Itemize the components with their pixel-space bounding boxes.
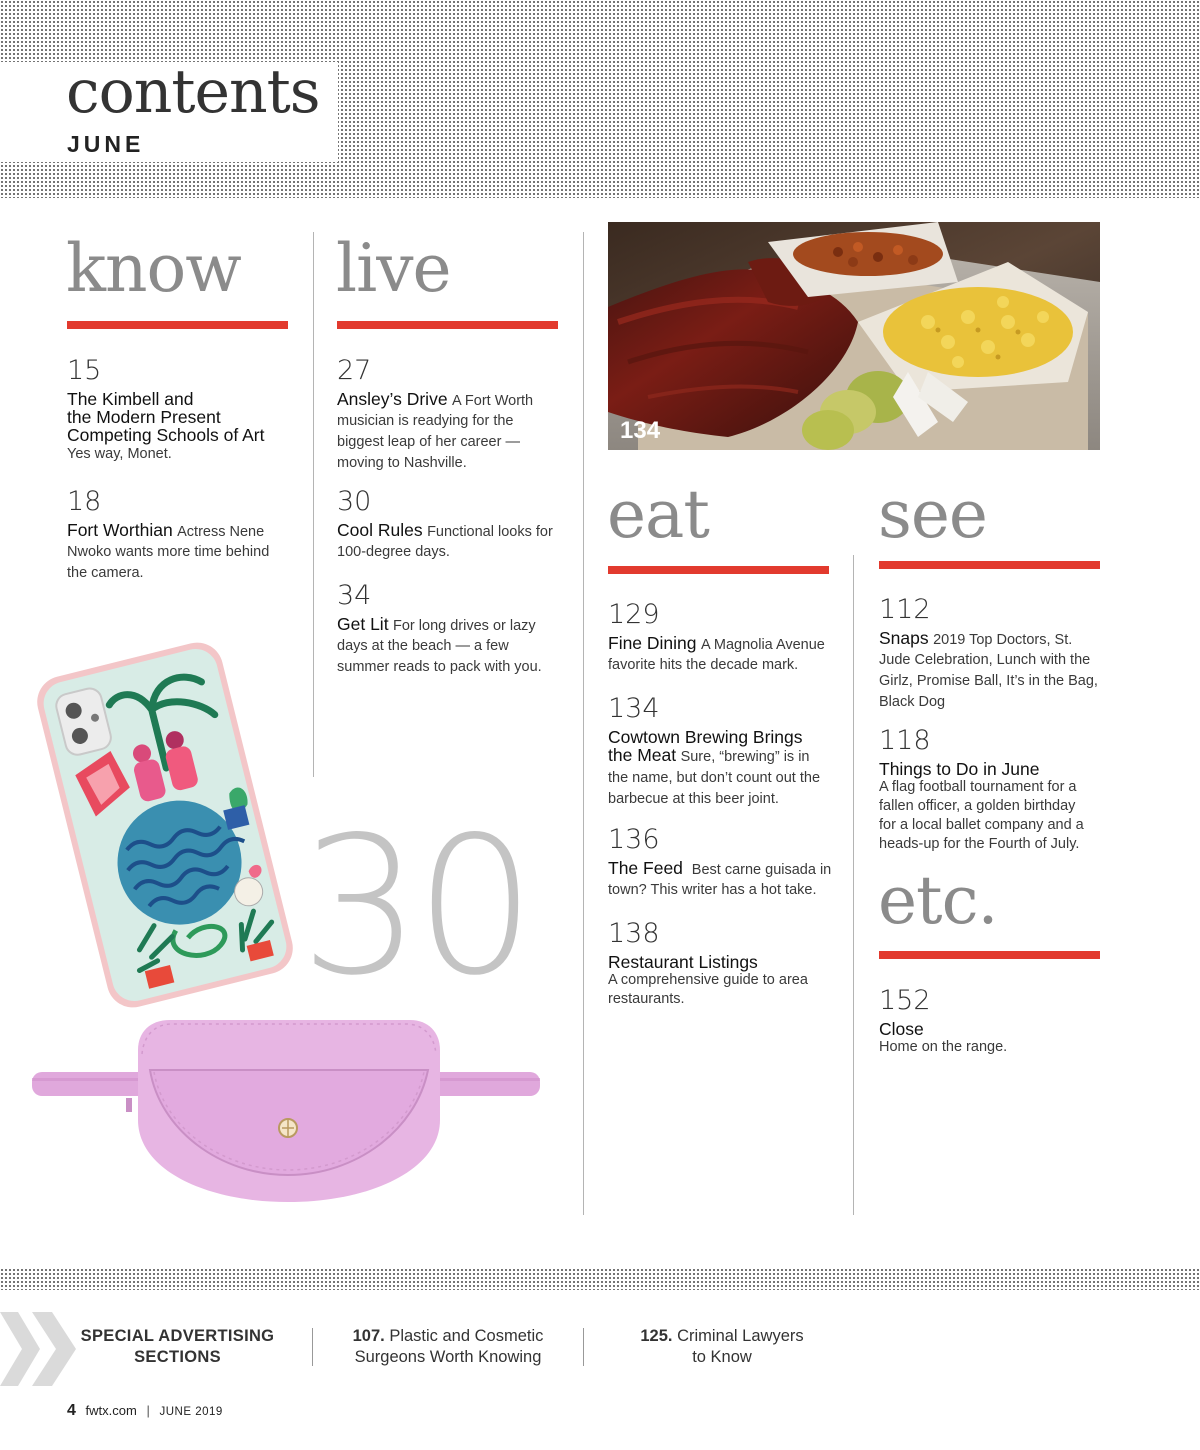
page-number: 112 <box>879 594 931 625</box>
advertising-title-line: Criminal Lawyers <box>677 1327 804 1345</box>
entry-title: Fine Dining <box>608 632 697 653</box>
advertising-item[interactable] <box>338 1326 558 1367</box>
advertising-item[interactable] <box>612 1326 832 1367</box>
toc-entry[interactable] <box>879 986 1094 1057</box>
footer-separator: | <box>146 1403 150 1418</box>
toc-entry[interactable] <box>67 487 292 584</box>
advertising-page: 107. <box>352 1327 385 1345</box>
double-chevron-icon <box>0 1312 80 1386</box>
toc-entry[interactable] <box>879 726 1094 853</box>
entry-title: Cool Rules <box>337 519 423 540</box>
entry-description: Yes way, Monet. <box>67 445 172 462</box>
page-number: 34 <box>337 580 372 611</box>
belt-bag-illustration <box>30 1010 545 1210</box>
barbecue-photo[interactable] <box>608 222 1100 450</box>
entry-title: Fort Worthian <box>67 519 173 540</box>
advertising-title-line: Surgeons Worth Knowing <box>354 1347 542 1366</box>
page-number: 134 <box>608 693 660 724</box>
toc-entry[interactable] <box>608 919 833 1009</box>
entry-description: A flag football tournament for a fallen officer, a golden birthday for a local ballet company and a heads-up for the Fourth of July. <box>879 779 1084 852</box>
entry-title: Get Lit <box>337 613 389 634</box>
bottom-halftone-strip <box>0 1268 1200 1290</box>
entry-description: A Magnolia Avenue favorite hits the decade mark. <box>608 636 825 674</box>
page-title: contents <box>66 57 320 127</box>
column-divider-1 <box>313 232 314 777</box>
section-heading-live: live <box>336 230 451 307</box>
special-advertising-label <box>70 1326 285 1367</box>
page-number: 27 <box>337 355 372 386</box>
photo-page-label: 134 <box>620 417 661 444</box>
entry-title-line: Cowtown Brewing Brings <box>608 726 803 747</box>
entry-title: Snaps <box>879 627 929 648</box>
feature-page-number: 30 <box>300 796 530 1017</box>
entry-title: Close <box>879 1018 924 1039</box>
section-heading-eat: eat <box>607 476 709 553</box>
section-heading-know: know <box>66 230 241 307</box>
toc-entry[interactable] <box>67 356 292 464</box>
toc-entry[interactable] <box>879 595 1101 713</box>
advertising-page: 125. <box>640 1327 673 1345</box>
phone-case-image[interactable] <box>30 640 300 1010</box>
entry-description: 2019 Top Doctors, St. Jude Celebration, Lunch with the Girlz, Promise Ball, It’s in the Bag, Black Dog <box>879 631 1098 711</box>
toc-entry[interactable] <box>337 487 562 563</box>
entry-title-line: the Meat <box>608 745 677 766</box>
advertising-title-line: to Know <box>692 1347 752 1366</box>
toc-entry[interactable] <box>608 600 833 676</box>
footer-page-number: 4 <box>67 1402 76 1419</box>
toc-entry[interactable] <box>608 694 833 809</box>
page-number: 129 <box>608 599 660 630</box>
page-number: 18 <box>67 486 102 517</box>
entry-title-line: Competing Schools of Art <box>67 425 265 446</box>
advertising-label-line: SECTIONS <box>134 1347 221 1366</box>
entry-description: Actress Nene Nwoko wants more time behind the camera. <box>67 523 270 582</box>
section-heading-etc: etc. <box>878 862 998 939</box>
page-number: 136 <box>608 824 660 855</box>
footer-site[interactable]: fwtx.com <box>85 1403 137 1418</box>
page-number: 30 <box>337 486 372 517</box>
entry-description: A comprehensive guide to area restaurants. <box>608 972 808 1007</box>
toc-entry[interactable] <box>608 825 833 901</box>
entry-title: The Feed <box>608 857 683 878</box>
entry-title-line: The Kimbell and <box>67 388 194 409</box>
belt-bag-image[interactable] <box>30 1010 545 1210</box>
toc-entry[interactable] <box>337 581 552 678</box>
red-bar-etc <box>879 951 1100 959</box>
entry-description: Functional looks for 100-degree days. <box>337 523 553 561</box>
red-bar-see <box>879 561 1100 569</box>
column-divider-3 <box>853 555 854 1215</box>
page-number: 152 <box>879 985 931 1016</box>
section-heading-see: see <box>878 476 987 553</box>
advertising-divider <box>312 1328 313 1366</box>
entry-description: Home on the range. <box>879 1039 1008 1056</box>
advertising-label-line: SPECIAL ADVERTISING <box>80 1327 275 1345</box>
issue-month: JUNE <box>67 131 145 157</box>
red-bar-know <box>67 321 288 329</box>
entry-description: A Fort Worth musician is readying for the biggest leap of her career — moving to Nashville. <box>337 392 534 472</box>
toc-entry[interactable] <box>337 356 562 474</box>
barbecue-photo-illustration <box>608 222 1100 450</box>
footer-issue: JUNE 2019 <box>159 1406 223 1418</box>
advertising-divider <box>583 1328 584 1366</box>
entry-title-line: the Modern Present <box>67 407 221 428</box>
entry-description: Best carne guisada in town? This writer has a hot take. <box>608 861 832 899</box>
column-divider-2 <box>583 232 584 1215</box>
entry-title: Ansley’s Drive <box>337 388 448 409</box>
advertising-title-line: Plastic and Cosmetic <box>389 1327 544 1345</box>
page-number: 138 <box>608 918 660 949</box>
entry-title: Restaurant Listings <box>608 951 758 972</box>
page-number: 118 <box>879 725 931 756</box>
page-footer <box>67 1402 223 1420</box>
entry-title: Things to Do in June <box>879 758 1040 779</box>
page-number: 15 <box>67 355 102 386</box>
entry-description: Sure, “brewing” is in the name, but don’t count out the barbecue at this beer joint. <box>608 749 821 807</box>
red-bar-live <box>337 321 558 329</box>
red-bar-eat <box>608 566 829 574</box>
entry-description: For long drives or lazy days at the beach — a few summer reads to pack with you. <box>337 617 542 676</box>
phone-case-illustration <box>30 640 300 1010</box>
